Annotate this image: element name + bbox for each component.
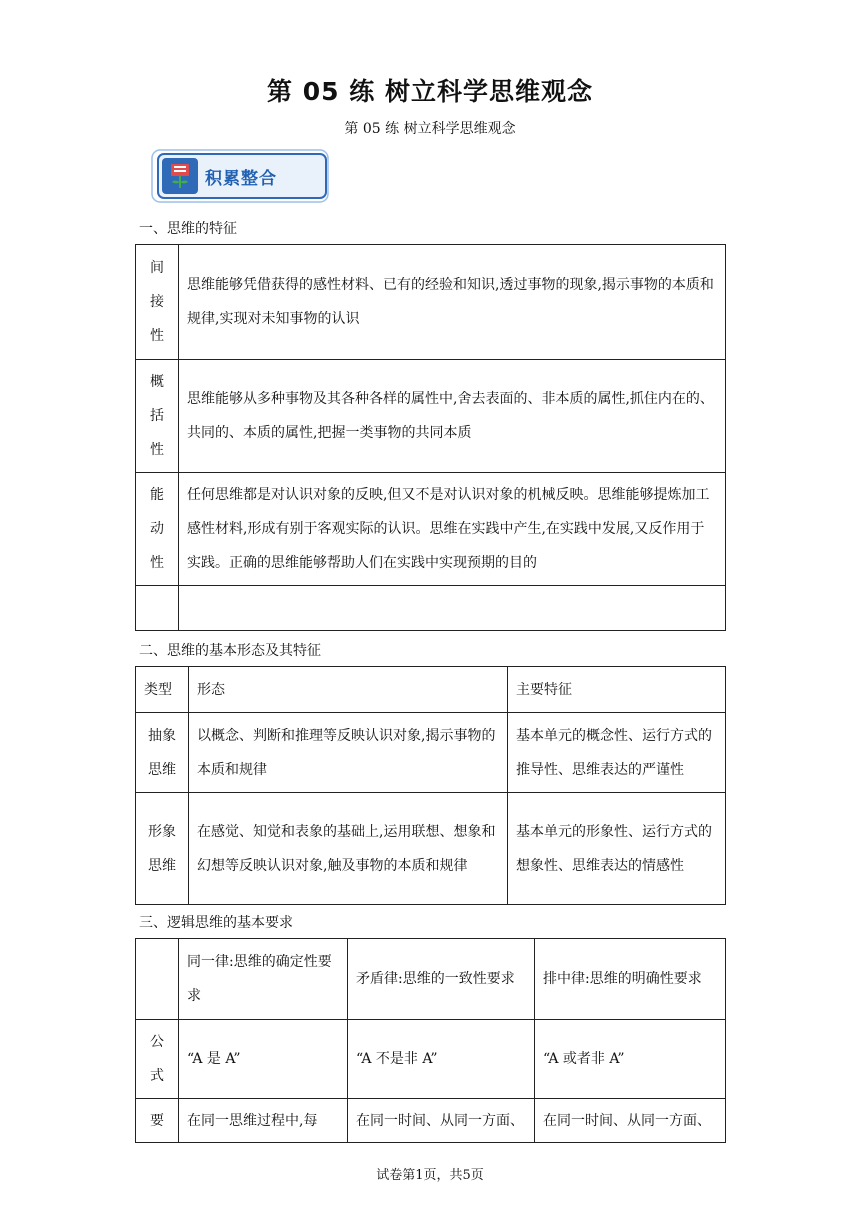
requirement-cell: 在同一思维过程中,每 bbox=[179, 1099, 348, 1143]
formula-cell: “A 不是非 A” bbox=[348, 1020, 535, 1099]
row-label: 要 bbox=[136, 1099, 179, 1143]
trait-label: 概 括 性 bbox=[136, 360, 179, 473]
table-header-row bbox=[136, 667, 726, 713]
section-banner bbox=[150, 148, 332, 204]
form-text: 以概念、判断和推理等反映认识对象,揭示事物的本质和规律 bbox=[189, 713, 508, 793]
empty-cell bbox=[179, 586, 726, 631]
feature-text: 基本单元的概念性、运行方式的推导性、思维表达的严谨性 bbox=[508, 713, 726, 793]
table-row bbox=[136, 360, 726, 473]
traits-table bbox=[135, 244, 726, 631]
form-text: 在感觉、知觉和表象的基础上,运用联想、想象和幻想等反映认识对象,触及事物的本质和规律 bbox=[189, 793, 508, 905]
trait-label: 间 接 性 bbox=[136, 245, 179, 360]
column-header: 同一律:思维的确定性要求 bbox=[179, 939, 348, 1020]
column-header: 类型 bbox=[136, 667, 189, 713]
trait-text: 思维能够凭借获得的感性材料、已有的经验和知识,透过事物的现象,揭示事物的本质和规律,实现对未知事物的认识 bbox=[179, 245, 726, 360]
type-label: 抽象 思维 bbox=[136, 713, 189, 793]
empty-cell bbox=[136, 586, 179, 631]
table-row bbox=[136, 245, 726, 360]
table-row-empty bbox=[136, 586, 726, 631]
table-row bbox=[136, 473, 726, 586]
row-label: 公 式 bbox=[136, 1020, 179, 1099]
formula-cell: “A 是 A” bbox=[179, 1020, 348, 1099]
column-header: 矛盾律:思维的一致性要求 bbox=[348, 939, 535, 1020]
column-header bbox=[136, 939, 179, 1020]
feature-text: 基本单元的形象性、运行方式的想象性、思维表达的情感性 bbox=[508, 793, 726, 905]
trait-text: 思维能够从多种事物及其各种各样的属性中,舍去表面的、非本质的属性,抓住内在的、共同的、本质的属性,把握一类事物的共同本质 bbox=[179, 360, 726, 473]
trait-label: 能 动 性 bbox=[136, 473, 179, 586]
column-header: 排中律:思维的明确性要求 bbox=[535, 939, 726, 1020]
section3-heading: 三、逻辑思维的基本要求 bbox=[139, 915, 293, 931]
table-row bbox=[136, 793, 726, 905]
page-subtitle: 第 05 练 树立科学思维观念 bbox=[344, 121, 516, 137]
requirement-cell: 在同一时间、从同一方面、 bbox=[348, 1099, 535, 1143]
page-title: 第 05 练 树立科学思维观念 bbox=[267, 77, 593, 106]
table-header-row bbox=[136, 939, 726, 1020]
formula-cell: “A 或者非 A” bbox=[535, 1020, 726, 1099]
requirement-cell: 在同一时间、从同一方面、 bbox=[535, 1099, 726, 1143]
table-row bbox=[136, 1020, 726, 1099]
table-row bbox=[136, 713, 726, 793]
column-header: 主要特征 bbox=[508, 667, 726, 713]
page-footer: 试卷第1页，共5页 bbox=[376, 1168, 484, 1183]
table-row bbox=[136, 1099, 726, 1143]
type-label: 形象 思维 bbox=[136, 793, 189, 905]
section2-heading: 二、思维的基本形态及其特征 bbox=[139, 643, 321, 659]
laws-table bbox=[135, 938, 726, 1143]
section1-heading: 一、思维的特征 bbox=[139, 221, 237, 237]
banner-label: 积累整合 bbox=[205, 169, 277, 189]
book-plant-icon bbox=[165, 161, 195, 191]
column-header: 形态 bbox=[189, 667, 508, 713]
trait-text: 任何思维都是对认识对象的反映,但又不是对认识对象的机械反映。思维能够提炼加工感性材料,形成有别于客观实际的认识。思维在实践中产生,在实践中发展,又反作用于实践。正确的思维能够帮助人们在实践中实现预期的目的 bbox=[179, 473, 726, 586]
forms-table bbox=[135, 666, 726, 905]
